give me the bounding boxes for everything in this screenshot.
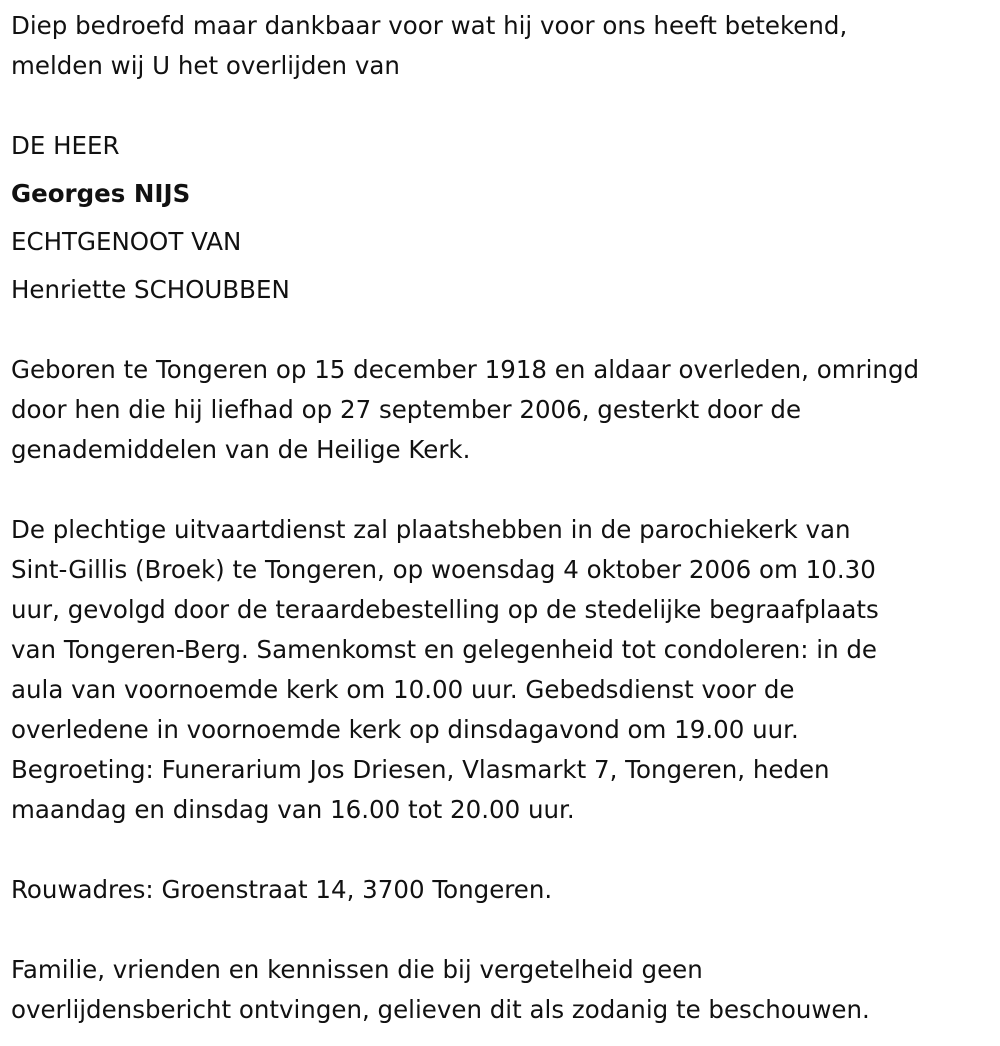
intro-line-1: Diep bedroefd maar dankbaar voor wat hij voor ons heeft betekend, bbox=[11, 11, 848, 40]
closing-line-1: Familie, vrienden en kennissen die bij vergetelheid geen bbox=[11, 955, 703, 984]
funeral-line-2: Sint-Gillis (Broek) te Tongeren, op woensdag 4 oktober 2006 om 10.30 bbox=[11, 555, 876, 584]
deceased-relation: ECHTGENOOT VAN bbox=[11, 227, 242, 256]
closing-line-2: overlijdensbericht ontvingen, gelieven dit als zodanig te beschouwen. bbox=[11, 995, 870, 1024]
deceased-title: DE HEER bbox=[11, 131, 120, 160]
mourning-address: Rouwadres: Groenstraat 14, 3700 Tongeren. bbox=[11, 875, 553, 904]
funeral-line-6: overledene in voornoemde kerk op dinsdagavond om 19.00 uur. bbox=[11, 715, 799, 744]
funeral-line-7: Begroeting: Funerarium Jos Driesen, Vlasmarkt 7, Tongeren, heden bbox=[11, 755, 830, 784]
funeral-line-8: maandag en dinsdag van 16.00 tot 20.00 uur. bbox=[11, 795, 575, 824]
funeral-line-5: aula van voornoemde kerk om 10.00 uur. Gebedsdienst voor de bbox=[11, 675, 795, 704]
birth-death-line-2: door hen die hij liefhad op 27 september 2006, gesterkt door de bbox=[11, 395, 802, 424]
intro-line-2: melden wij U het overlijden van bbox=[11, 51, 400, 80]
deceased-name: Georges NIJS bbox=[11, 179, 191, 208]
spouse-name: Henriette SCHOUBBEN bbox=[11, 275, 290, 304]
funeral-line-1: De plechtige uitvaartdienst zal plaatshebben in de parochiekerk van bbox=[11, 515, 851, 544]
birth-death-line-1: Geboren te Tongeren op 15 december 1918 en aldaar overleden, omringd bbox=[11, 355, 920, 384]
funeral-line-4: van Tongeren-Berg. Samenkomst en gelegenheid tot condoleren: in de bbox=[11, 635, 878, 664]
funeral-line-3: uur, gevolgd door de teraardebestelling op de stedelijke begraafplaats bbox=[11, 595, 879, 624]
birth-death-line-3: genademiddelen van de Heilige Kerk. bbox=[11, 435, 471, 464]
